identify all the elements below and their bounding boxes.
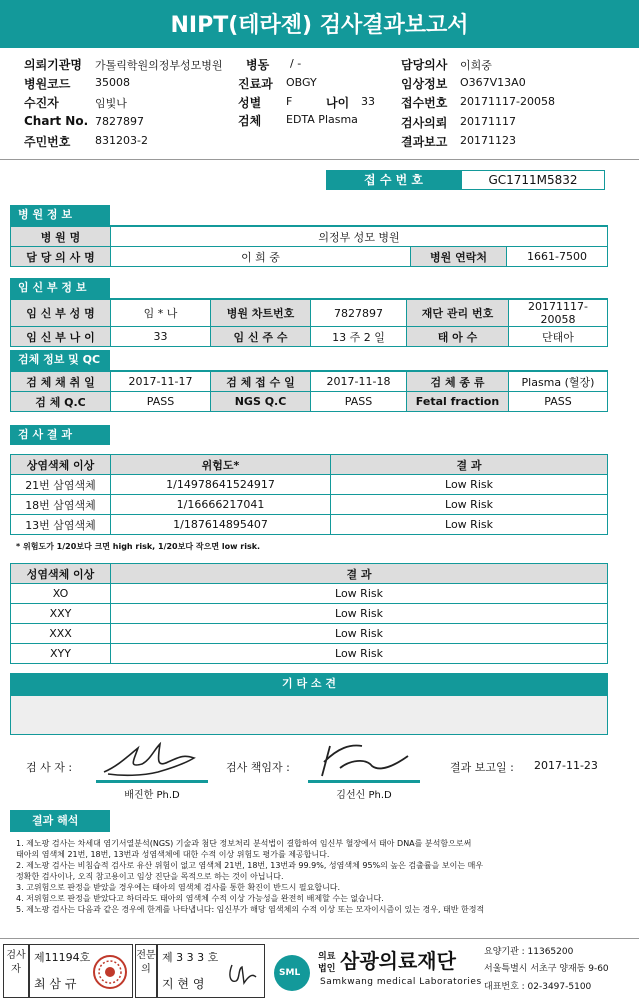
specimen-info-section: 검체 정보 및 QC — [10, 350, 110, 370]
report-date-sig-label: 결과 보고일 : — [450, 761, 514, 774]
sex-chromosome-table — [10, 563, 608, 664]
fetal-fraction-label: Fetal fraction — [407, 392, 509, 412]
pregnant-age-label: 임 신 부 나 이 — [11, 327, 111, 347]
interpretation-text — [16, 838, 616, 915]
report-date-value: 20171123 — [460, 134, 516, 147]
sex-chromosome-col-header: 성염색체 이상 — [11, 564, 111, 584]
doctor-license-no: 제 3 3 3 호 — [162, 951, 219, 964]
sex-result-col-header: 결 과 — [111, 564, 608, 584]
hospital-code-value: 35008 — [95, 76, 130, 89]
trisomy-risk: 1/14978641524917 — [111, 475, 331, 495]
hospital-doctor-label: 담 당 의 사 명 — [11, 247, 111, 267]
org-english-name: Samkwang medical Laboratories — [320, 977, 482, 987]
pregnant-info-table — [10, 299, 608, 347]
pregnant-name-label: 임 신 부 성 명 — [11, 300, 111, 327]
supervisor-signature — [310, 738, 420, 782]
fetus-count-label: 태 아 수 — [407, 327, 509, 347]
interpretation-line: 2. 제노팡 검사는 비침습적 검사로 유산 위험이 없고 염색체 21번, 18번, 13번과 99.9%, 성염색체 95%의 높은 검출률을 보이는 매우 — [16, 861, 484, 870]
foundation-no-value: 20171117-20058 — [509, 300, 608, 327]
hospital-info-section: 병 원 정 보 — [10, 205, 110, 225]
table-row — [11, 475, 608, 495]
trisomy-name: 13번 삼염색체 — [11, 515, 111, 535]
footer — [0, 938, 639, 1000]
interpretation-line: 3. 고위험으로 판정을 받았을 경우에는 태아의 염색체 검사를 통한 확진이 반드시 필요합니다. — [16, 883, 341, 892]
trisomy-risk: 1/187614895407 — [111, 515, 331, 535]
accession-label: 접 수 번 호 — [326, 170, 461, 190]
org-name: 삼광의료재단 — [340, 949, 456, 973]
interpretation-header: 결과 해석 — [10, 810, 110, 832]
sex-chromosome-name: XYY — [11, 644, 111, 664]
receive-date-value: 2017-11-18 — [311, 372, 407, 392]
ward-value: / - — [290, 57, 302, 70]
sex-chromosome-name: XXY — [11, 604, 111, 624]
sex-value: F — [286, 95, 293, 108]
specimen-qc-value: PASS — [111, 392, 211, 412]
specimen-info-table — [10, 371, 608, 412]
report-date-sig-value: 2017-11-23 — [534, 759, 598, 772]
table-row — [11, 515, 608, 535]
examiner-license-no: 제11194호 — [34, 951, 91, 964]
examiner-vertical-label: 검사자 — [3, 944, 29, 998]
hospital-contact-value: 1661-7500 — [507, 247, 608, 267]
pregnant-chart-label: 병원 차트번호 — [211, 300, 311, 327]
fetus-count-value: 단태아 — [509, 327, 608, 347]
request-value: 20171117 — [460, 115, 516, 128]
trisomy-result: Low Risk — [331, 475, 608, 495]
signature-underline — [308, 780, 420, 783]
sex-chromosome-result: Low Risk — [111, 624, 608, 644]
id-value: 831203-2 — [95, 134, 148, 147]
collect-date-value: 2017-11-17 — [111, 372, 211, 392]
gestation-weeks-value: 13 주 2 일 — [311, 327, 407, 347]
report-date-label: 결과보고 — [401, 135, 448, 149]
misc-findings-box — [10, 695, 608, 735]
patient-value: 임빛나 — [95, 97, 127, 110]
pregnant-chart-value: 7827897 — [311, 300, 407, 327]
sex-chromosome-name: XXX — [11, 624, 111, 644]
supervisor-label: 검사 책임자 : — [226, 761, 290, 774]
hospital-info-table — [10, 226, 608, 267]
risk-note: * 위험도가 1/20보다 크면 high risk, 1/20보다 작으면 low risk. — [16, 542, 261, 551]
dept-label: 진료과 — [238, 77, 273, 91]
ngs-qc-value: PASS — [311, 392, 407, 412]
id-label: 주민번호 — [24, 135, 71, 149]
trisomy-name: 18번 삼염색체 — [11, 495, 111, 515]
collect-date-label: 검 체 채 취 일 — [11, 372, 111, 392]
gestation-weeks-label: 임 신 주 수 — [211, 327, 311, 347]
doctor-value: 이희중 — [460, 59, 492, 72]
fetal-fraction-value: PASS — [509, 392, 608, 412]
doctor-stamp-name: 지 현 영 — [162, 977, 205, 991]
interpretation-line: 1. 제노팡 검사는 차세대 염기서열분석(NGS) 기술과 첨단 정보처리 분석법이 결합하여 임신부 혈장에서 태아 DNA를 분석함으로써 — [16, 839, 472, 848]
sex-chromosome-result: Low Risk — [111, 604, 608, 624]
sex-label: 성별 — [238, 96, 262, 110]
org-address: 서울특별시 서초구 양재동 9-60 — [484, 964, 609, 974]
patient-info-block — [0, 48, 639, 160]
hospital-contact-label: 병원 연락처 — [411, 247, 507, 267]
chart-value: 7827897 — [95, 115, 144, 128]
org-phone: 대표번호 : 02-3497-5100 — [484, 982, 592, 992]
specimen-type-value: Plasma (혈장) — [509, 372, 608, 392]
signature-underline — [96, 780, 208, 783]
ward-label: 병동 — [246, 58, 270, 72]
institution-code: 요양기관 : 11365200 — [484, 947, 574, 957]
misc-findings-header: 기 타 소 견 — [10, 673, 608, 695]
hospital-name-label: 병 원 명 — [11, 227, 111, 247]
doctor-label: 담당의사 — [401, 58, 448, 72]
examiner-stamp-name: 최 삼 규 — [34, 977, 77, 991]
result-col-header: 결 과 — [331, 455, 608, 475]
interpretation-line: 5. 제노팡 검사는 다음과 같은 경우에 한계를 나타냅니다: 임신부가 해당 염색체의 수적 이상 또는 모자이시즘이 있는 경우, 태반 한정적 — [16, 905, 485, 914]
specimen-type-label: 검 체 종 류 — [407, 372, 509, 392]
doctor-stamp-box — [157, 944, 265, 998]
examiner-label: 검 사 자 : — [26, 761, 73, 774]
trisomy-name: 21번 삼염색체 — [11, 475, 111, 495]
clinical-label: 임상정보 — [401, 77, 448, 91]
pregnant-info-section: 임 신 부 정 보 — [10, 278, 110, 298]
interpretation-line: 4. 저위험으로 판정을 받았다고 하더라도 태아의 염색체 수적 이상 가능성을 완전히 배제할 수는 없습니다. — [16, 894, 384, 903]
doctor-vertical-label: 전문의 — [135, 944, 157, 998]
risk-col-header: 위험도* — [111, 455, 331, 475]
org-prefix-1: 의료 — [318, 952, 336, 962]
patient-label: 수진자 — [24, 96, 59, 110]
interpretation-line: 정확한 검사이나, 오직 참고용이고 임상 진단을 목적으로 하는 것이 아닙니다. — [16, 872, 284, 881]
institution-label: 의뢰기관명 — [24, 58, 82, 72]
sex-chromosome-name: XO — [11, 584, 111, 604]
examiner-signature — [98, 738, 208, 782]
hospital-name-value: 의정부 성모 병원 — [111, 227, 608, 247]
interpretation-line: 태아의 염색체 21번, 18번, 13번과 성염색체에 대한 수적 이상 위험도 평가를 제공합니다. — [16, 850, 330, 859]
request-label: 검사의뢰 — [401, 116, 448, 130]
table-row — [11, 584, 608, 604]
trisomy-result: Low Risk — [331, 515, 608, 535]
specimen-qc-label: 검 체 Q.C — [11, 392, 111, 412]
supervisor-name: 김선신 Ph.D — [336, 790, 392, 801]
hospital-code-label: 병원코드 — [24, 77, 71, 91]
foundation-no-label: 재단 관리 번호 — [407, 300, 509, 327]
receipt-value: 20171117-20058 — [460, 95, 555, 108]
receipt-label: 접수번호 — [401, 96, 448, 110]
trisomy-risk: 1/16666217041 — [111, 495, 331, 515]
autosome-results-table — [10, 454, 608, 535]
specimen-value: EDTA Plasma — [286, 113, 358, 126]
ngs-qc-label: NGS Q.C — [211, 392, 311, 412]
examiner-stamp-box — [29, 944, 133, 998]
age-label: 나이 — [326, 96, 350, 110]
doctor-signature — [224, 959, 260, 989]
table-row — [11, 604, 608, 624]
trisomy-result: Low Risk — [331, 495, 608, 515]
hospital-doctor-value: 이 희 중 — [111, 247, 411, 267]
autosome-col-header: 상염색체 이상 — [11, 455, 111, 475]
pregnant-age-value: 33 — [111, 327, 211, 347]
dept-value: OBGY — [286, 76, 317, 89]
sex-chromosome-result: Low Risk — [111, 644, 608, 664]
report-title: NIPT(테라젠) 검사결과보고서 — [0, 0, 639, 48]
pregnant-name-value: 임 * 나 — [111, 300, 211, 327]
specimen-label: 검체 — [238, 114, 262, 128]
examiner-name: 배진한 Ph.D — [124, 790, 180, 801]
receive-date-label: 검 체 접 수 일 — [211, 372, 311, 392]
chart-label: Chart No. — [24, 114, 89, 128]
table-row — [11, 495, 608, 515]
table-row — [11, 624, 608, 644]
org-prefix-2: 법인 — [318, 964, 336, 974]
results-section: 검 사 결 과 — [10, 425, 110, 445]
logo-text: SML — [279, 968, 301, 978]
age-value: 33 — [361, 95, 375, 108]
table-row — [11, 644, 608, 664]
seal-icon — [92, 953, 128, 991]
sex-chromosome-result: Low Risk — [111, 584, 608, 604]
accession-value: GC1711M5832 — [461, 170, 605, 190]
clinical-value: O367V13A0 — [460, 76, 526, 89]
institution-value: 가톨릭학원의정부성모병원 — [95, 59, 223, 72]
